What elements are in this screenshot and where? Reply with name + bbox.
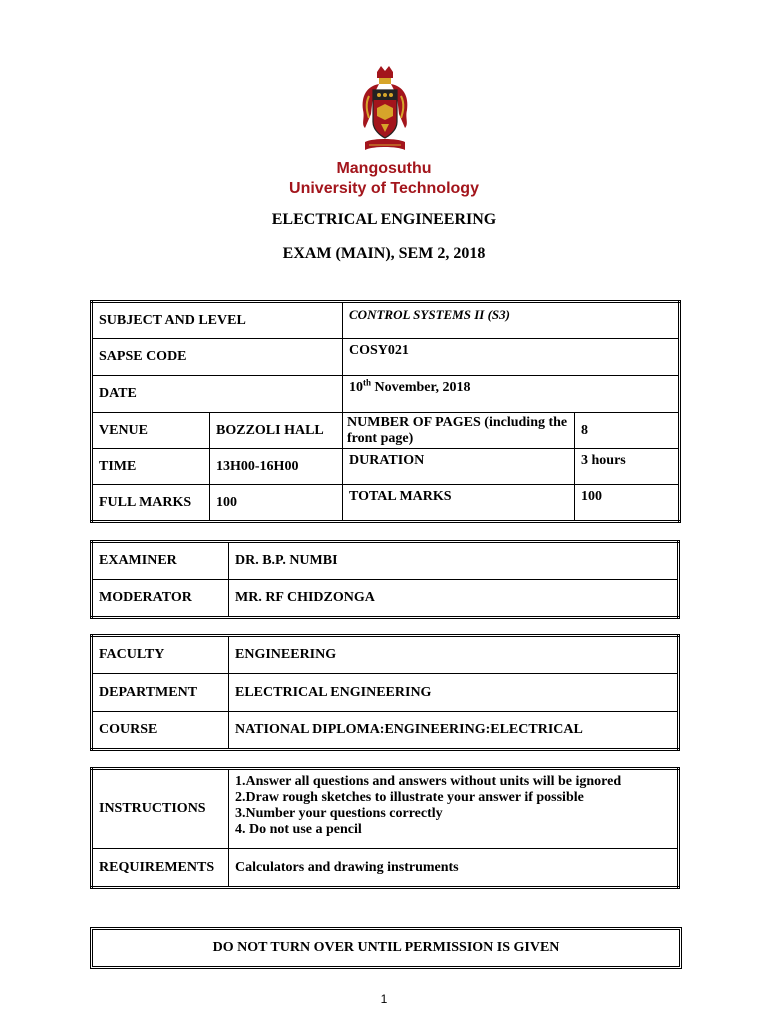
full-marks-label: FULL MARKS bbox=[92, 485, 210, 522]
pages-value: 8 bbox=[575, 413, 680, 449]
requirements-value: Calculators and drawing instruments bbox=[229, 849, 679, 888]
instructions-list bbox=[229, 769, 679, 849]
moderator-value: MR. RF CHIDZONGA bbox=[229, 580, 679, 618]
turn-over-notice: DO NOT TURN OVER UNTIL PERMISSION IS GIVEN bbox=[90, 927, 682, 969]
duration-value: 3 hours bbox=[575, 449, 680, 485]
venue-value: BOZZOLI HALL bbox=[210, 413, 343, 449]
university-name-line2: University of Technology bbox=[289, 180, 479, 197]
total-marks-value: 100 bbox=[575, 485, 680, 522]
total-marks-label: TOTAL MARKS bbox=[343, 485, 575, 522]
university-crest-icon bbox=[359, 66, 411, 156]
program-table bbox=[90, 634, 680, 751]
faculty-value: ENGINEERING bbox=[229, 636, 679, 674]
faculty-label: FACULTY bbox=[92, 636, 229, 674]
date-suffix: th bbox=[363, 377, 372, 388]
course-value: NATIONAL DIPLOMA:ENGINEERING:ELECTRICAL bbox=[229, 712, 679, 750]
instructions-table bbox=[90, 767, 680, 889]
page-number: 1 bbox=[380, 992, 388, 1006]
course-label: COURSE bbox=[92, 712, 229, 750]
full-marks-value: 100 bbox=[210, 485, 343, 522]
date-rest: November, 2018 bbox=[371, 380, 471, 395]
sapse-code-label: SAPSE CODE bbox=[92, 339, 343, 376]
department-label: DEPARTMENT bbox=[92, 674, 229, 712]
instruction-item: 4. Do not use a pencil bbox=[235, 822, 362, 837]
staff-table bbox=[90, 540, 680, 619]
department-value: ELECTRICAL ENGINEERING bbox=[229, 674, 679, 712]
exam-details-table bbox=[90, 300, 681, 523]
pages-label: NUMBER OF PAGES (including the front page) bbox=[343, 413, 575, 449]
university-name-line1: Mangosuthu bbox=[336, 160, 432, 177]
subject-value: CONTROL SYSTEMS II (S3) bbox=[343, 302, 680, 339]
instruction-item: 2.Draw rough sketches to illustrate your answer if possible bbox=[235, 790, 584, 805]
instruction-item: 3.Number your questions correctly bbox=[235, 806, 443, 821]
date-label: DATE bbox=[92, 376, 343, 413]
sapse-code-value: COSY021 bbox=[343, 339, 680, 376]
examiner-value: DR. B.P. NUMBI bbox=[229, 542, 679, 580]
subject-label: SUBJECT AND LEVEL bbox=[92, 302, 343, 339]
duration-label: DURATION bbox=[343, 449, 575, 485]
exam-title: EXAM (MAIN), SEM 2, 2018 bbox=[282, 245, 486, 262]
requirements-label: REQUIREMENTS bbox=[92, 849, 229, 888]
instruction-item: 1.Answer all questions and answers without units will be ignored bbox=[235, 774, 622, 789]
time-label: TIME bbox=[92, 449, 210, 485]
venue-label: VENUE bbox=[92, 413, 210, 449]
examiner-label: EXAMINER bbox=[92, 542, 229, 580]
date-day: 10 bbox=[349, 380, 364, 395]
date-value bbox=[343, 376, 680, 413]
time-value: 13H00-16H00 bbox=[210, 449, 343, 485]
department-title: ELECTRICAL ENGINEERING bbox=[271, 211, 497, 228]
moderator-label: MODERATOR bbox=[92, 580, 229, 618]
instructions-label: INSTRUCTIONS bbox=[92, 769, 229, 849]
